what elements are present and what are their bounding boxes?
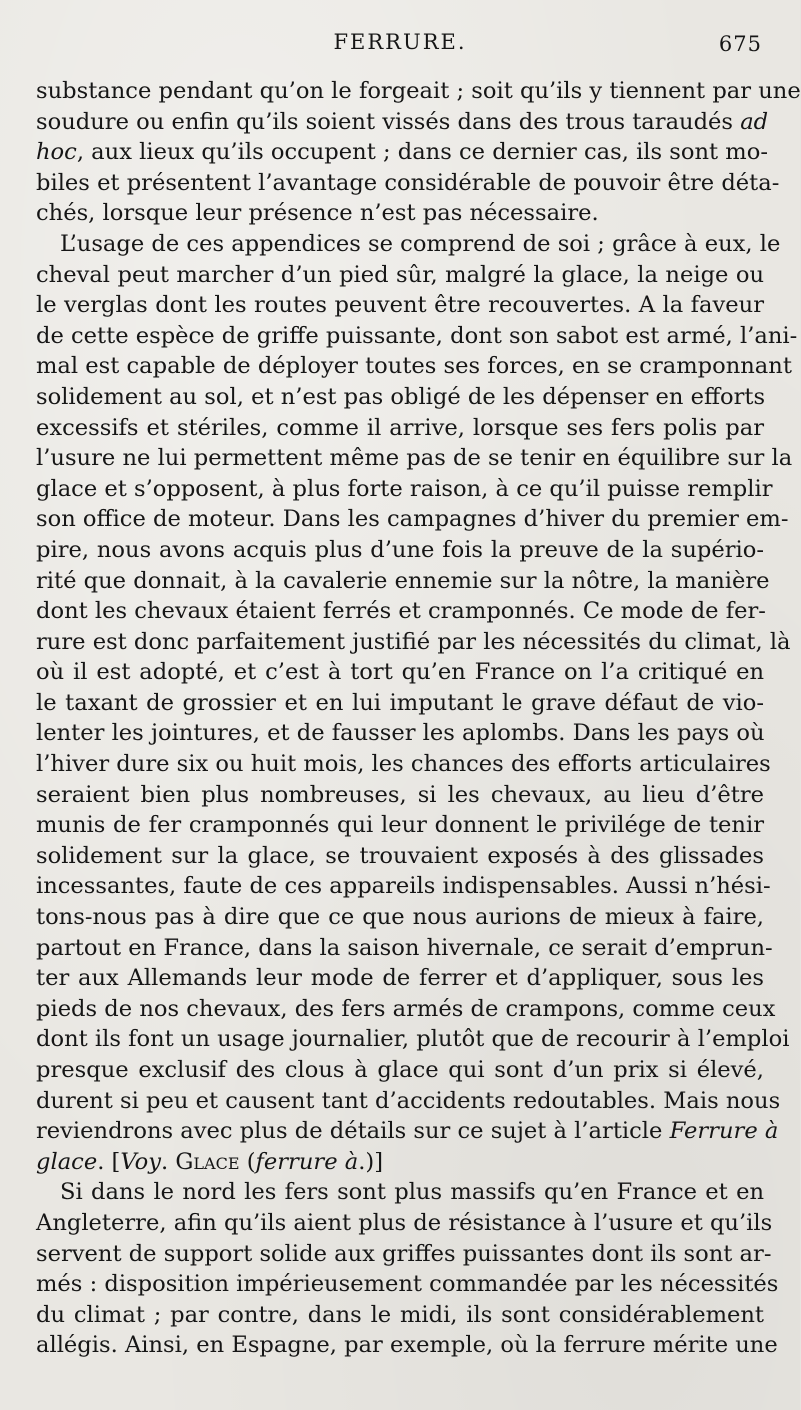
- text-run: l’hiver dure six ou huit mois, les chances des efforts articulaires: [36, 751, 771, 778]
- text-run: , aux lieux qu’ils occupent ; dans ce dernier cas, ils sont mo-: [76, 139, 768, 166]
- text-line: [36, 1330, 778, 1361]
- text-run: du climat ; par contre, dans le midi, ils sont considérablement: [36, 1301, 764, 1328]
- text-line: [36, 321, 798, 352]
- text-run: més : disposition impérieusement commandée par les nécessités: [36, 1271, 779, 1298]
- text-line: [36, 260, 764, 291]
- text-line: [36, 1239, 772, 1270]
- text-run: seraient bien plus nombreuses, si les chevaux, au lieu d’être: [36, 781, 764, 808]
- text-line: [36, 1116, 779, 1147]
- italic-text: ad: [740, 108, 769, 135]
- text-run: substance pendant qu’on le forgeait ; soit qu’ils y tiennent par une: [36, 78, 801, 104]
- text-run: biles et présentent l’avantage considérable de pouvoir être déta-: [36, 169, 780, 196]
- text-run: servent de support solide aux griffes puissantes dont ils sont ar-: [36, 1240, 772, 1267]
- text-run: cheval peut marcher d’un pied sûr, malgré la glace, la neige ou: [36, 261, 764, 288]
- text-run: l’usure ne lui permettent même pas de se tenir en équilibre sur la: [36, 445, 793, 472]
- text-line: [36, 1086, 781, 1117]
- text-run: allégis. Ainsi, en Espagne, par exemple, où la ferrure mérite une: [36, 1332, 778, 1359]
- text-line: [36, 351, 792, 382]
- italic-text: Ferrure à: [669, 1118, 779, 1145]
- text-line: [36, 688, 764, 719]
- text-line: [36, 657, 764, 688]
- text-line: [36, 1300, 764, 1331]
- text-line: [36, 76, 801, 107]
- text-run: pire, nous avons acquis plus d’une fois la preuve de la supério-: [36, 536, 764, 563]
- text-run: rité que donnait, à la cavalerie ennemie sur la nôtre, la manière: [36, 567, 770, 594]
- text-line: [36, 933, 773, 964]
- text-line: [36, 1208, 773, 1239]
- text-line: [36, 1269, 779, 1300]
- text-run: partout en France, dans la saison hivernale, ce serait d’emprun-: [36, 934, 773, 961]
- text-run: pieds de nos chevaux, des fers armés de crampons, comme ceux: [36, 995, 776, 1022]
- text-run: tons-nous pas à dire que ce que nous aurions de mieux à faire,: [36, 904, 764, 931]
- text-line: [36, 566, 770, 597]
- text-run: son office de moteur. Dans les campagnes d’hiver du premier em-: [36, 506, 789, 533]
- text-run: excessifs et stériles, comme il arrive, lorsque ses fers polis par: [36, 414, 764, 441]
- text-line: [36, 1055, 764, 1086]
- italic-text: glace: [36, 1148, 98, 1175]
- text-run: mal est capable de déployer toutes ses forces, en se cramponnant: [36, 353, 792, 380]
- text-line: [36, 780, 764, 811]
- italic-text: Voy: [120, 1148, 161, 1175]
- text-line: [36, 627, 791, 658]
- page-number: 675: [718, 32, 762, 56]
- text-line: [36, 229, 781, 260]
- text-line: [36, 810, 764, 841]
- text-run: presque exclusif des clous à glace qui sont d’un prix si élevé,: [36, 1057, 764, 1083]
- text-run: où il est adopté, et c’est à tort qu’en France on l’a critiqué en: [36, 659, 764, 686]
- text-line: [36, 718, 764, 749]
- text-run: le verglas dont les routes peuvent être recouvertes. A la faveur: [36, 292, 764, 319]
- text-line: [36, 443, 793, 474]
- text-line: [36, 963, 764, 994]
- text-run: de cette espèce de griffe puissante, dont son sabot est armé, l’ani-: [36, 322, 798, 349]
- running-title: FERRURE.: [333, 30, 467, 54]
- italic-text: hoc: [36, 139, 77, 166]
- text-line: [36, 168, 780, 199]
- text-line: [36, 474, 773, 505]
- text-line: [36, 1147, 764, 1178]
- text-run: le taxant de grossier et en lui imputant le grave défaut de vio-: [36, 689, 764, 716]
- italic-text: ferrure à: [255, 1148, 359, 1175]
- text-run: ter aux Allemands leur mode de ferrer et d’appliquer, sous les: [36, 965, 764, 992]
- text-line: [36, 535, 764, 566]
- text-run: . [: [97, 1148, 121, 1175]
- text-line: [36, 198, 764, 229]
- text-line: [36, 841, 764, 872]
- text-run: incessantes, faute de ces appareils indispensables. Aussi n’hési-: [36, 873, 771, 900]
- running-header: [0, 30, 800, 60]
- text-line: [36, 871, 771, 902]
- text-run: (: [239, 1148, 256, 1175]
- text-line: [36, 504, 789, 535]
- text-run: solidement au sol, et n’est pas obligé de les dépenser en efforts: [36, 383, 766, 410]
- text-run: soudure ou enfin qu’ils soient vissés dans des trous taraudés: [36, 108, 741, 135]
- text-run: solidement sur la glace, se trouvaient exposés à des glissades: [36, 842, 764, 869]
- text-line: [36, 749, 771, 780]
- text-run: dont les chevaux étaient ferrés et cramponnés. Ce mode de fer-: [36, 598, 766, 625]
- text-run: dont ils font un usage journalier, plutôt que de recourir à l’emploi: [36, 1026, 790, 1053]
- text-run: rure est donc parfaitement justifié par les nécessités du climat, là: [36, 628, 791, 655]
- text-run: munis de fer cramponnés qui leur donnent le privilége de tenir: [36, 812, 764, 839]
- body-text: [36, 76, 801, 1361]
- text-line: [36, 290, 764, 321]
- text-run: chés, lorsque leur présence n’est pas nécessaire.: [36, 200, 599, 227]
- text-run: glace et s’opposent, à plus forte raison, à ce qu’il puisse remplir: [36, 475, 773, 502]
- text-run: .)]: [358, 1148, 384, 1175]
- text-run: L’usage de ces appendices se comprend de soi ; grâce à eux, le: [60, 230, 781, 257]
- text-run: Angleterre, afin qu’ils aient plus de résistance à l’usure et qu’ils: [36, 1209, 773, 1236]
- text-run: Si dans le nord les fers sont plus massifs qu’en France et en: [60, 1179, 764, 1206]
- text-line: [36, 994, 776, 1025]
- text-run: lenter les jointures, et de fausser les aplombs. Dans les pays où: [36, 720, 765, 747]
- small-caps-text: Glace: [175, 1148, 240, 1175]
- text-line: [36, 107, 769, 138]
- text-line: [36, 382, 764, 413]
- text-line: [36, 902, 764, 933]
- text-line: [36, 413, 764, 444]
- text-line: [36, 1024, 790, 1055]
- text-run: .: [160, 1148, 176, 1175]
- text-run: reviendrons avec plus de détails sur ce sujet à l’article: [36, 1118, 670, 1145]
- text-line: [36, 1177, 764, 1208]
- text-line: [36, 137, 768, 168]
- text-run: durent si peu et causent tant d’accidents redoutables. Mais nous: [36, 1087, 781, 1114]
- text-line: [36, 596, 764, 627]
